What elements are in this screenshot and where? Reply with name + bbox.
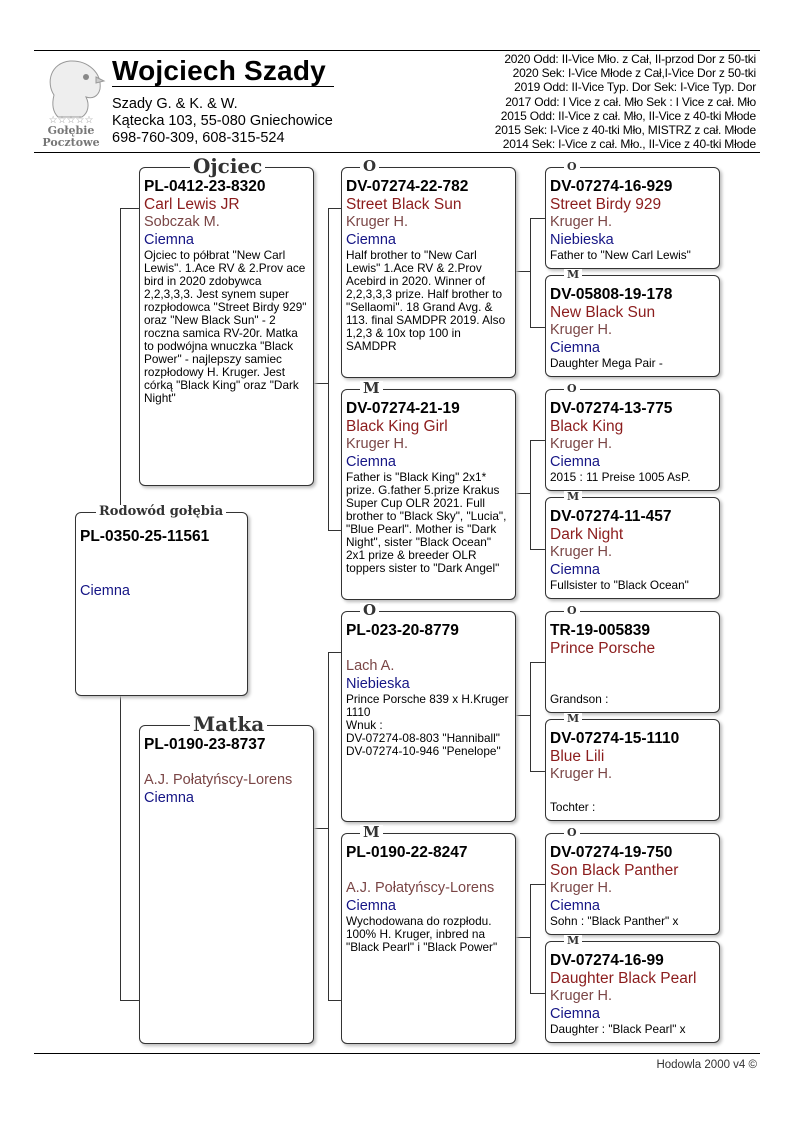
pigeon-notes: Father to "New Carl Lewis" [550, 249, 691, 262]
pigeon-name: Prince Porsche [550, 640, 656, 657]
pigeon-notes: Tochter : [550, 801, 596, 814]
pigeon-name: Daughter Black Pearl [550, 970, 697, 987]
great-grandparent-card[interactable] [545, 712, 720, 821]
box-label: M [564, 935, 582, 946]
ring-number: PL-0190-23-8737 [144, 736, 266, 753]
svg-text:☆☆☆☆☆: ☆☆☆☆☆ [48, 115, 94, 126]
pigeon-notes: Fullsister to "Black Ocean" [550, 579, 689, 592]
grandparent-card[interactable] [341, 601, 516, 822]
connector-line [530, 771, 545, 772]
breeder-name: Kruger H. [550, 544, 613, 560]
breeder-name: Kruger H. [550, 436, 613, 452]
box-label: Rodowód gołębia [96, 505, 226, 518]
connector-line [530, 218, 545, 219]
connector-line [515, 715, 530, 716]
breeder-name: Kruger H. [550, 880, 613, 896]
box-label: O [564, 383, 580, 394]
pigeon-name: Street Black Sun [346, 196, 462, 213]
box-label: M [564, 269, 582, 280]
breeder-phones: 698-760-309, 608-315-524 [112, 130, 285, 146]
ring-number: DV-07274-13-775 [550, 400, 673, 417]
connector-line [328, 652, 329, 1000]
breeder-name: Lach A. [346, 658, 395, 674]
root-pigeon-card[interactable] [75, 504, 248, 696]
footer-credit: Hodowla 2000 v4 © [656, 1059, 757, 1071]
connector-line [313, 828, 328, 829]
feather-color: Ciemna [550, 1006, 600, 1022]
sire-card[interactable] [139, 154, 314, 486]
ring-number: PL-023-20-8779 [346, 622, 459, 639]
feather-color: Ciemna [550, 898, 600, 914]
connector-line [530, 549, 545, 550]
ring-number: PL-0412-23-8320 [144, 178, 266, 195]
ring-number: DV-07274-15-1110 [550, 730, 680, 747]
connector-line [530, 327, 545, 328]
header-top-rule [34, 50, 760, 51]
pigeon-notes: Daughter : "Black Pearl" x [550, 1023, 686, 1036]
ring-number: PL-0190-22-8247 [346, 844, 468, 861]
pigeon-notes: Wychodowana do rozpłodu. 100% H. Kruger, inbred na "Black Pearl" i "Black Power" [346, 915, 498, 954]
breeder-name: Kruger H. [346, 214, 409, 230]
feather-color: Ciemna [550, 562, 600, 578]
breeder-address: Kątecka 103, 55-080 Gniechowice [112, 113, 333, 129]
box-label: Matka [190, 714, 267, 734]
award-line: 2017 Odd: I Vice z cał. Mło Sek : I Vice z cał. Mło [505, 94, 756, 109]
breeder-name: Kruger H. [550, 766, 613, 782]
breeder-name: A.J. Połatyńscy-Lorens [144, 772, 293, 788]
award-line: 2015 Odd: II-Vice z cał. Mło, II-Vice z 40-tki Młode [500, 108, 756, 123]
box-label: O [360, 159, 379, 174]
breeder-names: Szady G. & K. & W. [112, 96, 238, 112]
pigeon-notes: Grandson : [550, 693, 609, 706]
connector-line [328, 208, 341, 209]
header-bottom-rule [34, 152, 760, 153]
footer-rule [34, 1053, 760, 1054]
pigeon-name: Street Birdy 929 [550, 196, 662, 213]
ring-number: DV-07274-21-19 [346, 400, 460, 417]
pigeon-name: Son Black Panther [550, 862, 679, 879]
box-label: O [564, 605, 580, 616]
connector-line [328, 1000, 341, 1001]
box-label: O [564, 161, 580, 172]
great-grandparent-card[interactable] [545, 382, 720, 491]
pigeon-name: Black King Girl [346, 418, 448, 435]
pigeon-notes: 2015 : 11 Preise 1005 AsP. [550, 471, 691, 484]
feather-color: Ciemna [346, 454, 396, 470]
box-label: M [360, 825, 383, 840]
pigeon-name: Blue Lili [550, 748, 605, 765]
award-line: 2014 Sek: I-Vice z cał. Mło., II-Vice z 40-tki Młode [502, 137, 756, 152]
connector-line [530, 440, 531, 549]
connector-line [120, 208, 139, 209]
box-label: O [360, 603, 379, 618]
connector-line [530, 884, 531, 993]
grandparent-card[interactable] [341, 157, 516, 378]
great-grandparent-card[interactable] [545, 604, 720, 713]
award-line: 2020 Sek: I-Vice Młode z Cał,I-Vice Dor z 50-tki [512, 66, 756, 81]
breeder-name: A.J. Połatyńscy-Lorens [346, 880, 495, 896]
connector-line [515, 493, 530, 494]
connector-line [120, 1000, 139, 1001]
breeder-name: Sobczak M. [144, 214, 220, 230]
connector-line [530, 218, 531, 327]
feather-color: Ciemna [346, 898, 396, 914]
svg-text:Pocztowe: Pocztowe [42, 136, 100, 147]
connector-line [530, 662, 545, 663]
box-label: M [360, 381, 383, 396]
great-grandparent-card[interactable] [545, 934, 720, 1043]
great-grandparent-card[interactable] [545, 160, 720, 269]
breeder-name: Kruger H. [346, 436, 409, 452]
ring-number: DV-07274-19-750 [550, 844, 673, 861]
connector-line [328, 208, 329, 530]
dam-card[interactable] [139, 712, 314, 1044]
svg-text:Gołębie: Gołębie [47, 124, 95, 137]
box-label: M [564, 713, 582, 724]
connector-line [313, 383, 328, 384]
great-grandparent-card[interactable] [545, 268, 720, 377]
feather-color: Ciemna [80, 583, 130, 599]
great-grandparent-card[interactable] [545, 490, 720, 599]
ring-number: PL-0350-25-11561 [80, 528, 210, 545]
feather-color: Ciemna [144, 232, 194, 248]
connector-line [328, 530, 341, 531]
great-grandparent-card[interactable] [545, 826, 720, 935]
box-label: Ojciec [190, 156, 265, 176]
breeder-title: Wojciech Szady [112, 55, 326, 86]
breeder-name: Kruger H. [550, 214, 613, 230]
connector-line [530, 884, 545, 885]
award-line: 2020 Odd: II-Vice Mło. z Cał, II-przod Dor z 50-tki [504, 52, 756, 66]
connector-line [328, 652, 341, 653]
award-line: 2015 Sek: I-Vice z 40-tki Mło, MISTRZ z cał. Młode [494, 123, 756, 138]
pigeon-name: Black King [550, 418, 624, 435]
pigeon-notes: Ojciec to półbrat "New Carl Lewis". 1.Ace RV & 2.Prov ace bird in 2020 zdobywca 2,2,3,3,3. Jest synem super rozpłodowca "Street Birdy 929" oraz "New Black Sun" - 2 roczna samica RV-20r. Matka to podwójna wnuczka "Black Power" - najlepszy samiec rozpłodowy H. Kruger. Jest córką "Black King" oraz "Dark Night" [144, 249, 307, 405]
feather-color: Ciemna [550, 454, 600, 470]
ring-number: DV-07274-22-782 [346, 178, 469, 195]
pigeon-notes: Sohn : "Black Panther" x [550, 915, 679, 928]
pigeon-name: Carl Lewis JR [144, 196, 240, 213]
connector-line [530, 440, 545, 441]
ring-number: DV-05808-19-178 [550, 286, 673, 303]
pigeon-notes: Half brother to "New Carl Lewis" 1.Ace RV & 2.Prov Acebird in 2020. Winner of 2,2,3,3,3 prize. Half brother to "Sellaomi". 18 Grand Avg. & 113. final SAMDPR 2019. Also 1,2,3 & 10x top 100 in SAMDPR [346, 249, 506, 353]
pigeon-name: Dark Night [550, 526, 624, 543]
pigeon-logo [36, 55, 106, 147]
pigeon-name: New Black Sun [550, 304, 656, 321]
breeder-name: Kruger H. [550, 988, 613, 1004]
pigeon-notes: Prince Porsche 839 x H.Kruger 1110 Wnuk : DV-07274-08-803 "Hanniball" DV-07274-10-946 "Penelope" [346, 693, 509, 758]
box-label: M [564, 491, 582, 502]
pigeon-notes: Daughter Mega Pair - [550, 357, 663, 370]
ring-number: DV-07274-11-457 [550, 508, 672, 525]
title-underline [112, 86, 334, 87]
feather-color: Niebieska [346, 676, 410, 692]
feather-color: Ciemna [346, 232, 396, 248]
feather-color: Ciemna [550, 340, 600, 356]
award-line: 2019 Odd: II-Vice Typ. Dor Sek: I-Vice Typ. Dor [514, 80, 756, 95]
breeder-name: Kruger H. [550, 322, 613, 338]
pigeon-notes: Father is "Black King" 2x1* prize. G.father 5.prize Krakus Super Cup OLR 2021. Full brother to "Black Sky", "Lucia", "Blue Pearl". Mother is "Dark Night", sister "Black Ocean" 2x1 prize & breeder OLR toppers sister to "Dark Angel" [346, 471, 507, 575]
connector-line [530, 662, 531, 771]
connector-line [515, 271, 530, 272]
feather-color: Ciemna [144, 790, 194, 806]
ring-number: DV-07274-16-99 [550, 952, 664, 969]
box-label: O [564, 827, 580, 838]
grandparent-card[interactable] [341, 823, 516, 1044]
ring-number: TR-19-005839 [550, 622, 650, 639]
feather-color: Niebieska [550, 232, 614, 248]
connector-line [530, 993, 545, 994]
ring-number: DV-07274-16-929 [550, 178, 673, 195]
grandparent-card[interactable] [341, 379, 516, 600]
connector-line [515, 937, 530, 938]
awards-list [495, 52, 756, 151]
